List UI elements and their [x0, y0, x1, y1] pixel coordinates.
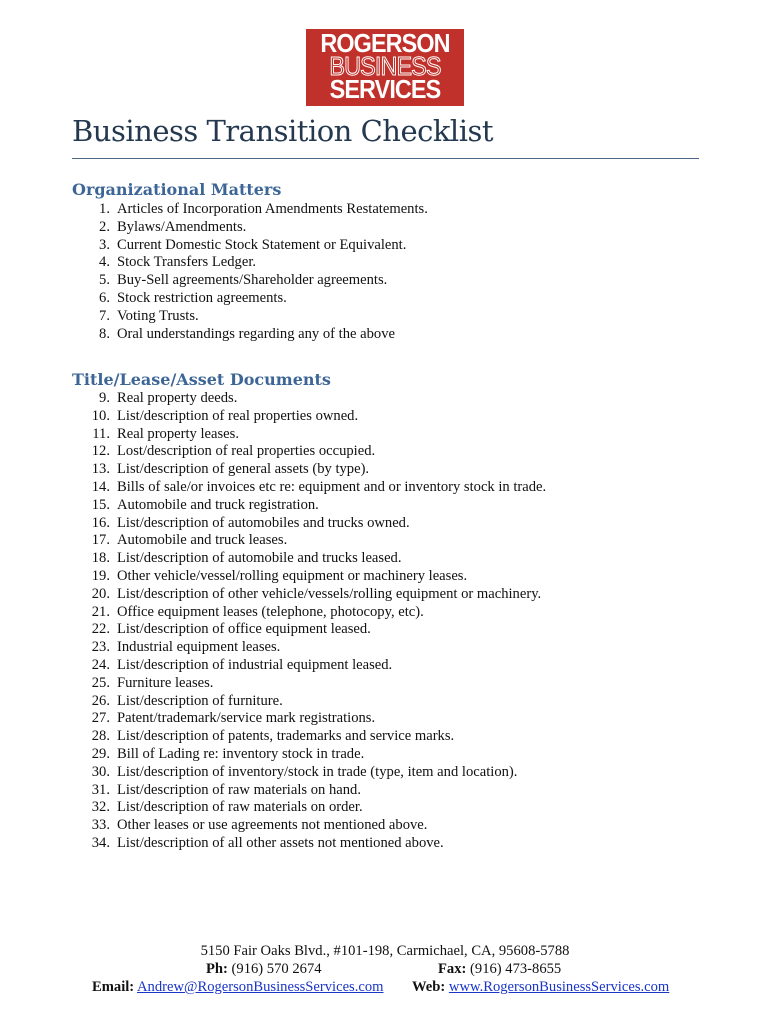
list-item — [72, 532, 546, 550]
item-text: List/description of office equipment leased. — [117, 621, 371, 638]
list-item — [72, 237, 428, 255]
item-number: 18. — [91, 550, 110, 567]
item-number: 9. — [99, 390, 110, 406]
list-item — [72, 835, 546, 853]
list-item — [72, 408, 546, 426]
item-number: 11. — [92, 425, 110, 442]
footer-address: 5150 Fair Oaks Blvd., #101-198, Carmichael, CA, 95608-5788 — [200, 943, 570, 959]
item-number: 22. — [91, 621, 110, 638]
item-number: 30. — [91, 763, 110, 780]
email-label: Email: — [92, 979, 135, 995]
phone-label: Ph: — [206, 961, 228, 977]
item-text: Furniture leases. — [117, 674, 214, 691]
footer-email — [92, 979, 384, 996]
company-logo — [306, 29, 464, 106]
item-number: 5. — [99, 272, 110, 289]
item-number: 13. — [91, 461, 110, 478]
item-number: 32. — [91, 799, 110, 816]
list-item — [72, 657, 546, 675]
item-number: 25. — [91, 674, 110, 691]
item-number: 1. — [99, 201, 110, 217]
logo-line-services: SERVICES — [329, 74, 441, 104]
item-number: 21. — [91, 603, 110, 620]
item-text: Voting Trusts. — [117, 307, 199, 324]
item-number: 19. — [91, 567, 110, 584]
email-link[interactable]: Andrew@RogersonBusinessServices.com — [137, 979, 384, 995]
item-text: List/description of automobile and trucks leased. — [117, 550, 402, 567]
item-text: Industrial equipment leases. — [117, 639, 281, 656]
fax-number: (916) 473-8655 — [470, 961, 562, 977]
web-label: Web: — [412, 979, 446, 995]
list-item — [72, 515, 546, 533]
list-item — [72, 497, 546, 515]
item-text: Bylaws/Amendments. — [117, 218, 247, 235]
item-text: Real property leases. — [117, 425, 239, 442]
item-number: 3. — [99, 236, 110, 253]
list-item — [72, 479, 546, 497]
list-item — [72, 782, 546, 800]
item-text: Real property deeds. — [117, 390, 238, 406]
item-text: Automobile and truck registration. — [117, 496, 319, 513]
list-item — [72, 728, 546, 746]
item-text: Bills of sale/or invoices etc re: equipment and or inventory stock in trade. — [117, 478, 547, 495]
item-number: 29. — [91, 745, 110, 762]
item-number: 14. — [91, 478, 110, 495]
list-item — [72, 639, 546, 657]
item-number: 34. — [91, 834, 110, 851]
item-text: List/description of other vehicle/vessels/rolling equipment or machinery. — [117, 585, 542, 602]
item-text: Other leases or use agreements not mentioned above. — [117, 817, 428, 834]
footer-fax — [438, 961, 561, 978]
item-number: 16. — [91, 514, 110, 531]
list-item — [72, 746, 546, 764]
item-text: Articles of Incorporation Amendments Restatements. — [117, 201, 428, 217]
logo-line-business: BUSINESS — [329, 51, 441, 81]
item-text: List/description of furniture. — [117, 692, 283, 709]
item-text: Lost/description of real properties occupied. — [117, 443, 376, 460]
website-link[interactable]: www.RogersonBusinessServices.com — [448, 979, 670, 995]
list-item — [72, 799, 546, 817]
item-number: 31. — [91, 781, 110, 798]
list-item — [72, 764, 546, 782]
list-item — [72, 201, 428, 219]
item-text: List/description of raw materials on order. — [117, 799, 363, 816]
list-item — [72, 604, 546, 622]
list-item — [72, 390, 546, 408]
item-number: 17. — [91, 532, 110, 549]
list-item — [72, 550, 546, 568]
item-text: Office equipment leases (telephone, photocopy, etc). — [117, 603, 424, 620]
title-divider — [72, 158, 699, 159]
item-number: 27. — [91, 710, 110, 727]
item-text: List/description of inventory/stock in trade (type, item and location). — [117, 763, 518, 780]
footer-web — [412, 979, 669, 996]
list-item — [72, 621, 546, 639]
list-item — [72, 710, 546, 728]
list-item — [72, 272, 428, 290]
list-item — [72, 817, 546, 835]
list-item — [72, 443, 546, 461]
section-heading-organizational: Organizational Matters — [72, 180, 282, 199]
item-text: Stock restriction agreements. — [117, 289, 287, 306]
item-text: List/description of all other assets not mentioned above. — [117, 834, 444, 851]
item-number: 6. — [99, 289, 110, 306]
page-title: Business Transition Checklist — [72, 114, 494, 148]
item-number: 10. — [91, 407, 110, 424]
item-number: 12. — [91, 443, 110, 460]
item-text: Patent/trademark/service mark registrations. — [117, 710, 376, 727]
item-number: 4. — [99, 254, 110, 271]
item-number: 26. — [91, 692, 110, 709]
item-number: 28. — [91, 728, 110, 745]
item-number: 2. — [99, 218, 110, 235]
list-item — [72, 326, 428, 344]
item-number: 8. — [99, 325, 110, 342]
list-item — [72, 254, 428, 272]
item-number: 24. — [91, 656, 110, 673]
item-text: List/description of real properties owned. — [117, 407, 359, 424]
logo-line-rogerson: ROGERSON — [320, 28, 450, 58]
item-text: Buy-Sell agreements/Shareholder agreements. — [117, 272, 388, 289]
item-text: Stock Transfers Ledger. — [117, 254, 257, 271]
section-heading-title-lease-asset: Title/Lease/Asset Documents — [72, 370, 331, 389]
item-text: List/description of industrial equipment leased. — [117, 656, 393, 673]
item-text: Bill of Lading re: inventory stock in trade. — [117, 745, 365, 762]
list-item — [72, 219, 428, 237]
item-number: 33. — [91, 817, 110, 834]
list-item — [72, 568, 546, 586]
item-text: List/description of general assets (by type). — [117, 461, 370, 478]
item-number: 15. — [91, 496, 110, 513]
list-item — [72, 461, 546, 479]
item-text: Current Domestic Stock Statement or Equivalent. — [117, 236, 407, 253]
item-text: Automobile and truck leases. — [117, 532, 288, 549]
list-item — [72, 308, 428, 326]
checklist-title-lease-asset — [72, 390, 546, 853]
item-text: Other vehicle/vessel/rolling equipment or machinery leases. — [117, 567, 468, 584]
item-text: List/description of patents, trademarks and service marks. — [117, 728, 455, 745]
item-text: Oral understandings regarding any of the above — [117, 325, 396, 342]
list-item — [72, 290, 428, 308]
item-number: 20. — [91, 585, 110, 602]
list-item — [72, 586, 546, 604]
list-item — [72, 675, 546, 693]
checklist-organizational — [72, 201, 428, 343]
item-number: 23. — [91, 639, 110, 656]
list-item — [72, 693, 546, 711]
footer-phone — [206, 961, 322, 978]
fax-label: Fax: — [438, 961, 467, 977]
list-item — [72, 426, 546, 444]
phone-number: (916) 570 2674 — [231, 961, 322, 977]
item-text: List/description of automobiles and trucks owned. — [117, 514, 410, 531]
item-number: 7. — [99, 307, 110, 324]
item-text: List/description of raw materials on hand. — [117, 781, 361, 798]
